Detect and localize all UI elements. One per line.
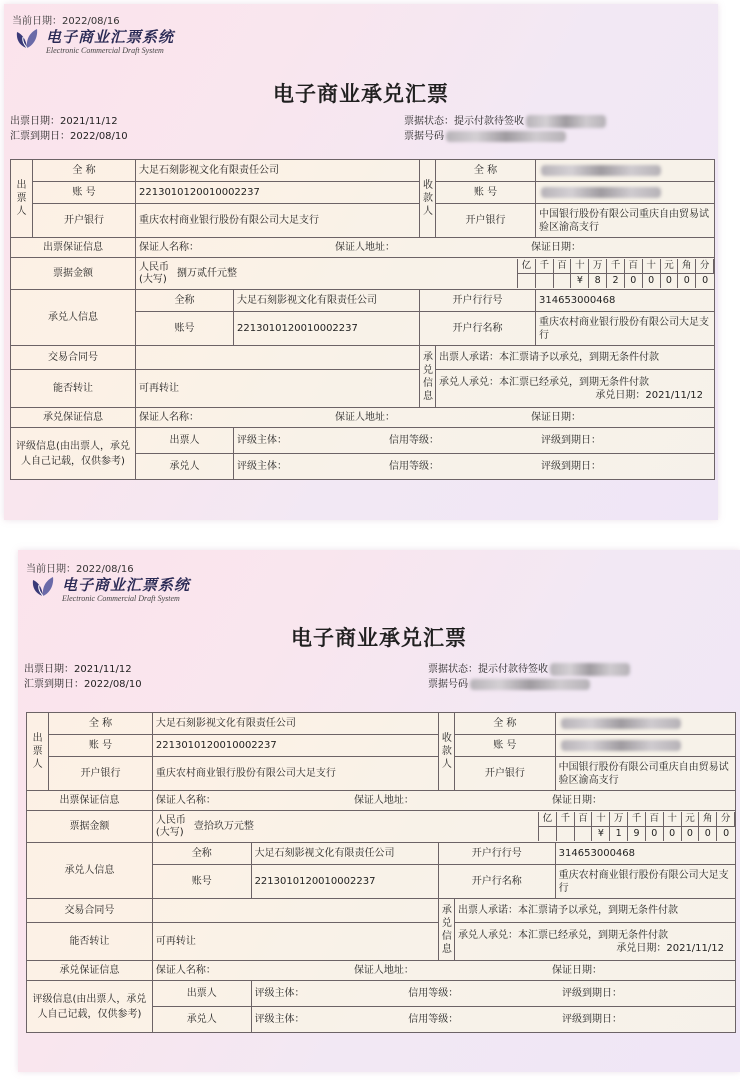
payee-name bbox=[555, 713, 735, 735]
payee-account bbox=[555, 735, 735, 757]
amount-digit-grid: 亿 千 百 十 万 千 百 十 元 角 分 ¥ 1 9 0 0 0 0 0 bbox=[538, 812, 735, 841]
amount-currency: 人民币 bbox=[139, 261, 169, 273]
issue-guarantee-info: 保证人名称： 保证人地址： 保证日期： bbox=[136, 238, 715, 258]
payee-account-label: 账 号 bbox=[436, 182, 536, 204]
issue-date: 出票日期：2021/11/12 bbox=[10, 116, 118, 127]
draft-dates bbox=[24, 662, 142, 692]
logo-chinese-text: 电子商业汇票系统 bbox=[62, 576, 191, 594]
logo-chinese-text: 电子商业汇票系统 bbox=[46, 28, 175, 46]
issue-date: 出票日期：2021/11/12 bbox=[24, 664, 132, 675]
acceptor-bank-name-label: 开户行名称 bbox=[420, 312, 536, 346]
acceptor-account-label: 账号 bbox=[136, 312, 234, 346]
draft-status-block bbox=[428, 662, 630, 692]
rating-drawer-label: 出票人 bbox=[136, 428, 234, 454]
acceptor-info-label: 承兑人信息 bbox=[11, 290, 136, 346]
transfer-value: 可再转让 bbox=[152, 923, 438, 961]
acceptor-account: 2213010120010002237 bbox=[234, 312, 420, 346]
draft-details-table bbox=[26, 712, 736, 1033]
acceptor-bank-no-label: 开户行行号 bbox=[420, 290, 536, 312]
acceptor-promise-cell bbox=[436, 370, 715, 408]
due-date: 汇票到期日：2022/08/10 bbox=[24, 679, 142, 690]
butterfly-logo-icon bbox=[14, 26, 40, 52]
due-date: 汇票到期日：2022/08/10 bbox=[10, 131, 128, 142]
accept-info-label: 承兑信息 bbox=[438, 899, 454, 961]
drawer-side-label: 出票人 bbox=[27, 713, 49, 791]
acceptor-account-label: 账号 bbox=[152, 865, 251, 899]
drawer-bank-label: 开户银行 bbox=[33, 204, 136, 238]
payee-bank: 中国银行股份有限公司重庆自由贸易试验区渝高支行 bbox=[536, 204, 715, 238]
accept-guarantee-label: 承兑保证信息 bbox=[11, 408, 136, 428]
amount-in-words: 捌万贰仟元整 bbox=[177, 268, 237, 279]
payee-account-label: 账 号 bbox=[454, 735, 555, 757]
transfer-value: 可再转让 bbox=[136, 370, 420, 408]
redacted-payee-name bbox=[561, 718, 681, 729]
draft-number: 票据号码 bbox=[428, 677, 630, 692]
drawer-bank-label: 开户银行 bbox=[49, 757, 153, 791]
redacted-draft-number bbox=[470, 679, 590, 690]
rating-drawer-info: 评级主体： 信用等级： 评级到期日： bbox=[234, 428, 715, 454]
drawer-name: 大足石刻影视文化有限责任公司 bbox=[152, 713, 438, 735]
redacted-payee-account bbox=[561, 740, 681, 751]
payee-name-label: 全 称 bbox=[436, 160, 536, 182]
contract-number bbox=[152, 899, 438, 923]
acceptor-name: 大足石刻影视文化有限责任公司 bbox=[251, 843, 438, 865]
amount-label: 票据金额 bbox=[27, 811, 153, 843]
payee-account bbox=[536, 182, 715, 204]
acceptor-bank-name: 重庆农村商业银行股份有限公司大足支行 bbox=[536, 312, 715, 346]
drawer-bank: 重庆农村商业银行股份有限公司大足支行 bbox=[136, 204, 420, 238]
redacted-status-tail bbox=[526, 115, 606, 128]
accept-guarantee-info: 保证人名称： 保证人地址： 保证日期： bbox=[152, 961, 735, 981]
logo-english-text: Electronic Commercial Draft System bbox=[46, 46, 164, 55]
butterfly-logo-icon bbox=[30, 574, 56, 600]
draft-dates bbox=[10, 114, 128, 144]
acceptor-bank-name: 重庆农村商业银行股份有限公司大足支行 bbox=[555, 865, 735, 899]
current-date: 当前日期：2022/08/16 bbox=[26, 564, 134, 575]
payee-side-label: 收款人 bbox=[420, 160, 436, 238]
redacted-payee-name bbox=[541, 165, 661, 176]
amount-upper-label: (大写) bbox=[155, 826, 184, 838]
acceptor-name-label: 全称 bbox=[152, 843, 251, 865]
acceptor-promise: 承兑人承兑：本汇票已经承兑，到期无条件付款 bbox=[457, 929, 668, 941]
draft-details-table bbox=[10, 159, 715, 480]
drawer-promise: 出票人承诺：本汇票请予以承兑，到期无条件付款 bbox=[454, 899, 735, 923]
amount-cell bbox=[136, 258, 715, 290]
issue-guarantee-label: 出票保证信息 bbox=[11, 238, 136, 258]
drawer-account: 2213010120010002237 bbox=[152, 735, 438, 757]
amount-currency: 人民币 bbox=[155, 814, 186, 826]
payee-bank: 中国银行股份有限公司重庆自由贸易试验区渝高支行 bbox=[555, 757, 735, 791]
draft-2 bbox=[18, 550, 740, 1072]
current-date: 当前日期：2022/08/16 bbox=[12, 16, 120, 27]
payee-side-label: 收款人 bbox=[438, 713, 454, 791]
acceptor-account: 2213010120010002237 bbox=[251, 865, 438, 899]
drawer-account-label: 账 号 bbox=[33, 182, 136, 204]
amount-upper-label: (大写) bbox=[139, 273, 167, 285]
acceptor-bank-no: 314653000468 bbox=[536, 290, 715, 312]
accept-guarantee-info: 保证人名称： 保证人地址： 保证日期： bbox=[136, 408, 715, 428]
drawer-name-label: 全 称 bbox=[49, 713, 153, 735]
accept-info-label: 承兑信息 bbox=[420, 346, 436, 408]
drawer-account: 2213010120010002237 bbox=[136, 182, 420, 204]
acceptor-promise: 承兑人承兑：本汇票已经承兑，到期无条件付款 bbox=[439, 376, 649, 388]
rating-acceptor-info: 评级主体： 信用等级： 评级到期日： bbox=[251, 1007, 735, 1033]
contract-number bbox=[136, 346, 420, 370]
draft-title: 电子商业承兑汇票 bbox=[273, 82, 449, 106]
logo-english-text: Electronic Commercial Draft System bbox=[62, 594, 180, 603]
payee-bank-label: 开户银行 bbox=[436, 204, 536, 238]
draft-status-block bbox=[404, 114, 606, 144]
amount-cell bbox=[152, 811, 735, 843]
amount-digit-grid: 亿 千 百 十 万 千 百 十 元 角 分 ¥ 8 2 0 0 0 0 0 bbox=[517, 259, 714, 288]
issue-guarantee-info: 保证人名称： 保证人地址： 保证日期： bbox=[152, 791, 735, 811]
rating-drawer-info: 评级主体： 信用等级： 评级到期日： bbox=[251, 981, 735, 1007]
draft-number: 票据号码 bbox=[404, 129, 606, 144]
transfer-label: 能否转让 bbox=[27, 923, 153, 961]
issue-guarantee-label: 出票保证信息 bbox=[27, 791, 153, 811]
contract-number-label: 交易合同号 bbox=[27, 899, 153, 923]
rating-info-label: 评级信息(由出票人，承兑人自己记载，仅供参考) bbox=[27, 981, 153, 1033]
rating-acceptor-info: 评级主体： 信用等级： 评级到期日： bbox=[234, 454, 715, 480]
accept-guarantee-label: 承兑保证信息 bbox=[27, 961, 153, 981]
draft-title: 电子商业承兑汇票 bbox=[291, 626, 467, 650]
acceptor-bank-no: 314653000468 bbox=[555, 843, 735, 865]
draft-status: 票据状态：提示付款待签收 bbox=[428, 662, 630, 677]
rating-drawer-label: 出票人 bbox=[152, 981, 251, 1007]
amount-label: 票据金额 bbox=[11, 258, 136, 290]
drawer-side-label: 出票人 bbox=[11, 160, 33, 238]
redacted-status-tail bbox=[550, 663, 630, 676]
rating-acceptor-label: 承兑人 bbox=[152, 1007, 251, 1033]
amount-in-words: 壹拾玖万元整 bbox=[193, 821, 254, 832]
ecds-logo bbox=[14, 26, 174, 55]
ecds-logo bbox=[30, 574, 190, 603]
transfer-label: 能否转让 bbox=[11, 370, 136, 408]
contract-number-label: 交易合同号 bbox=[11, 346, 136, 370]
acceptor-bank-name-label: 开户行名称 bbox=[438, 865, 555, 899]
rating-acceptor-label: 承兑人 bbox=[136, 454, 234, 480]
redacted-payee-account bbox=[541, 187, 661, 198]
accept-date: 承兑日期：2021/11/12 bbox=[616, 942, 724, 954]
drawer-account-label: 账 号 bbox=[49, 735, 153, 757]
payee-name-label: 全 称 bbox=[454, 713, 555, 735]
draft-1 bbox=[4, 4, 718, 520]
payee-name bbox=[536, 160, 715, 182]
rating-info-label: 评级信息(由出票人，承兑人自己记载，仅供参考) bbox=[11, 428, 136, 480]
redacted-draft-number bbox=[446, 131, 566, 142]
acceptor-name: 大足石刻影视文化有限责任公司 bbox=[234, 290, 420, 312]
drawer-name: 大足石刻影视文化有限责任公司 bbox=[136, 160, 420, 182]
payee-bank-label: 开户银行 bbox=[454, 757, 555, 791]
acceptor-bank-no-label: 开户行行号 bbox=[438, 843, 555, 865]
accept-date: 承兑日期：2021/11/12 bbox=[595, 389, 703, 401]
acceptor-promise-cell bbox=[454, 923, 735, 961]
acceptor-info-label: 承兑人信息 bbox=[27, 843, 153, 899]
drawer-name-label: 全 称 bbox=[33, 160, 136, 182]
drawer-promise: 出票人承诺：本汇票请予以承兑，到期无条件付款 bbox=[436, 346, 715, 370]
draft-status: 票据状态：提示付款待签收 bbox=[404, 114, 606, 129]
drawer-bank: 重庆农村商业银行股份有限公司大足支行 bbox=[152, 757, 438, 791]
acceptor-name-label: 全称 bbox=[136, 290, 234, 312]
